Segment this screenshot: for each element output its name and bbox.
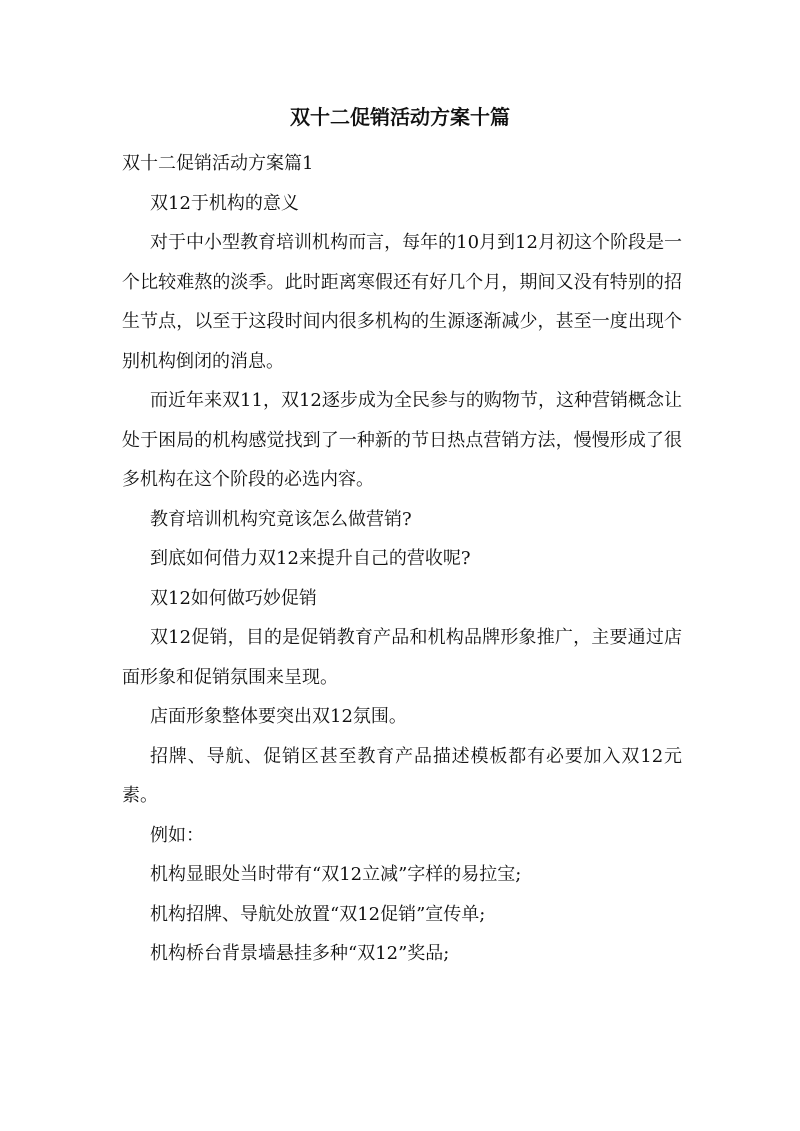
paragraph: 机构桥台背景墙悬挂多种“双12”奖品; xyxy=(150,943,450,964)
paragraph: 双12于机构的意义 xyxy=(150,192,299,214)
document-body xyxy=(122,144,682,974)
paragraph: 机构显眼处当时带有“双12立减”字样的易拉宝; xyxy=(150,864,522,885)
paragraph: 教育培训机构究竟该怎么做营销? xyxy=(150,508,412,530)
paragraph: 机构招牌、导航处放置“双12促销”宣传单; xyxy=(150,903,486,925)
paragraph: 到底如何借力双12来提升自己的营收呢? xyxy=(150,548,471,569)
paragraph: 双12如何做巧妙促销 xyxy=(150,587,317,609)
paragraph: 店面形象整体要突出双12氛围。 xyxy=(150,706,407,727)
paragraph: 而近年来双11，双12逐步成为全民参与的购物节，这种营销概念让处于困局的机构感觉找到了一种新的节日热点营销方法，慢慢形成了很多机构在这个阶段的必选内容。 xyxy=(122,390,682,490)
section-heading: 双十二促销活动方案篇1 xyxy=(122,153,314,174)
paragraph: 招牌、导航、促销区甚至教育产品描述模板都有必要加入双12元素。 xyxy=(122,745,682,806)
paragraph: 对于中小型教育培训机构而言，每年的10月到12月初这个阶段是一个比较难熬的淡季。此时距离寒假还有好几个月，期间又没有特别的招生节点，以至于这段时间内很多机构的生源逐渐减少，甚至一度出现个别机构倒闭的消息。 xyxy=(122,232,682,372)
paragraph: 双12促销，目的是促销教育产品和机构品牌形象推广，主要通过店面形象和促销氛围来呈现。 xyxy=(122,627,682,688)
document-title: 双十二促销活动方案十篇 xyxy=(290,105,510,129)
paragraph: 例如： xyxy=(150,824,204,846)
